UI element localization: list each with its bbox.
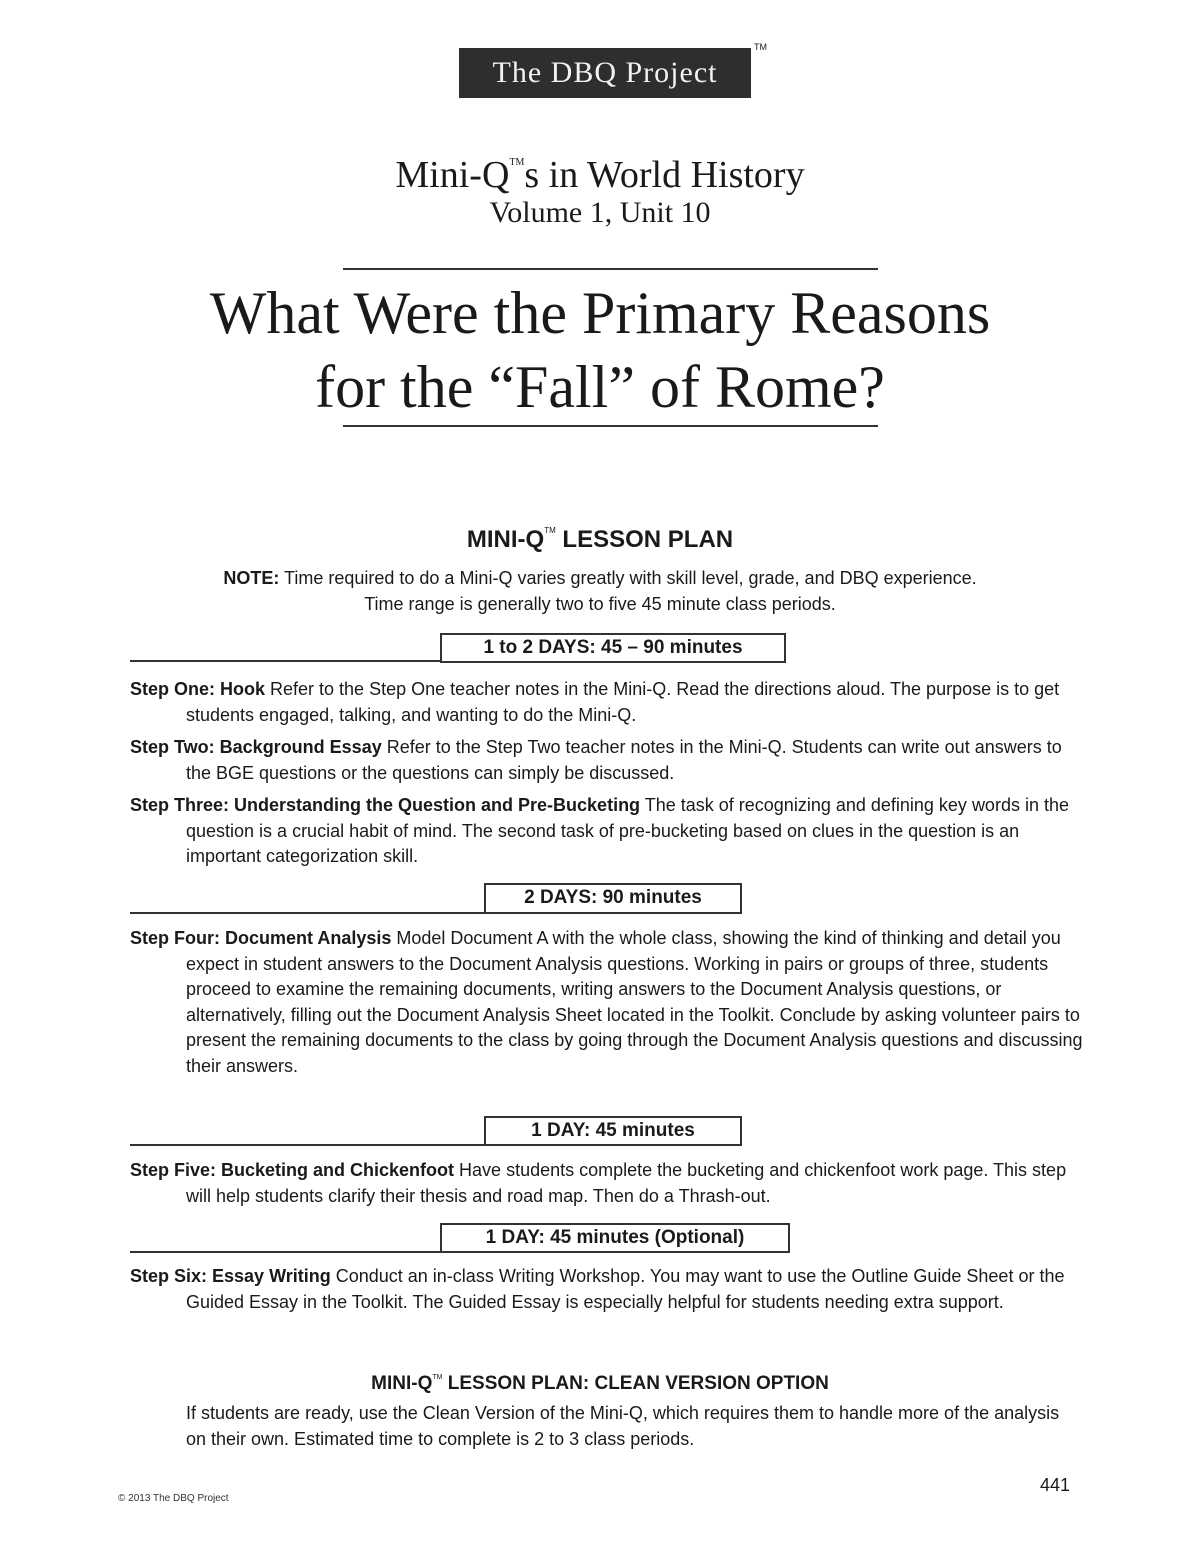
time-block-4: 1 DAY: 45 minutes (Optional) [440, 1223, 790, 1253]
time-block-3: 1 DAY: 45 minutes [484, 1116, 742, 1146]
clean-version-heading: MINI-Q™ LESSON PLAN: CLEAN VERSION OPTION [371, 1373, 829, 1394]
time-block-1: 1 to 2 DAYS: 45 – 90 minutes [440, 633, 786, 663]
series-title: Mini-Q™s in World History [395, 154, 805, 196]
step-one: Step One: Hook Refer to the Step One teacher notes in the Mini-Q. Read the directions aloud. The purpose is to get students engaged, talking, and wanting to do the Mini-Q. [130, 679, 1060, 725]
main-title: What Were the Primary Reasons for the “Fall” of Rome? [209, 280, 991, 420]
time-block-2: 2 DAYS: 90 minutes [484, 883, 742, 914]
dbq-project-logo [459, 48, 751, 98]
volume-unit: Volume 1, Unit 10 [489, 196, 711, 229]
lesson-plan-heading: MINI-Q™ LESSON PLAN [466, 526, 734, 553]
step-three: Step Three: Understanding the Question and Pre-Bucketing The task of recognizing and defining key words in the question is a crucial habit of mind. The second task of pre-bucketing based on clues in the question is an important categorization skill. [130, 795, 1069, 866]
logo-text: The DBQ Project [492, 56, 718, 89]
step-four: Step Four: Document Analysis Model Document A with the whole class, showing the kind of thinking and detail you expect in student answers to the Document Analysis questions. Working in pairs or groups of three, students proceed to examine the remaining documents, writing answers to the Document Analysis questions, or alternatively, filling out the Document Analysis Sheet located in the Toolkit. Conclude by asking volunteer pairs to present the remaining documents to the class by going through the Document Analysis questions and discussing their answers. [130, 928, 1083, 1076]
logo-trademark: TM [754, 42, 767, 52]
time-note: NOTE: Time required to do a Mini-Q varies greatly with skill level, grade, and DBQ experience. Time range is generally two to five 45 minute class periods. [223, 568, 977, 614]
step-six: Step Six: Essay Writing Conduct an in-class Writing Workshop. You may want to use the Outline Guide Sheet or the Guided Essay in the Toolkit. The Guided Essay is especially helpful for students needing extra support. [130, 1266, 1065, 1312]
clean-version-text: If students are ready, use the Clean Version of the Mini-Q, which requires them to handle more of the analysis on their own. Estimated time to complete is 2 to 3 class periods. [186, 1403, 1060, 1449]
page-number: 441 [1040, 1475, 1071, 1495]
step-five: Step Five: Bucketing and Chickenfoot Have students complete the bucketing and chickenfoot work page. This step will help students clarify their thesis and road map. Then do a Thrash-out. [130, 1160, 1067, 1206]
step-two: Step Two: Background Essay Refer to the Step Two teacher notes in the Mini-Q. Students can write out answers to the BGE questions or the questions can simply be discussed. [130, 737, 1062, 783]
title-rule-top [343, 268, 878, 270]
title-rule-bottom [343, 425, 878, 427]
copyright: © 2013 The DBQ Project [118, 1493, 229, 1504]
